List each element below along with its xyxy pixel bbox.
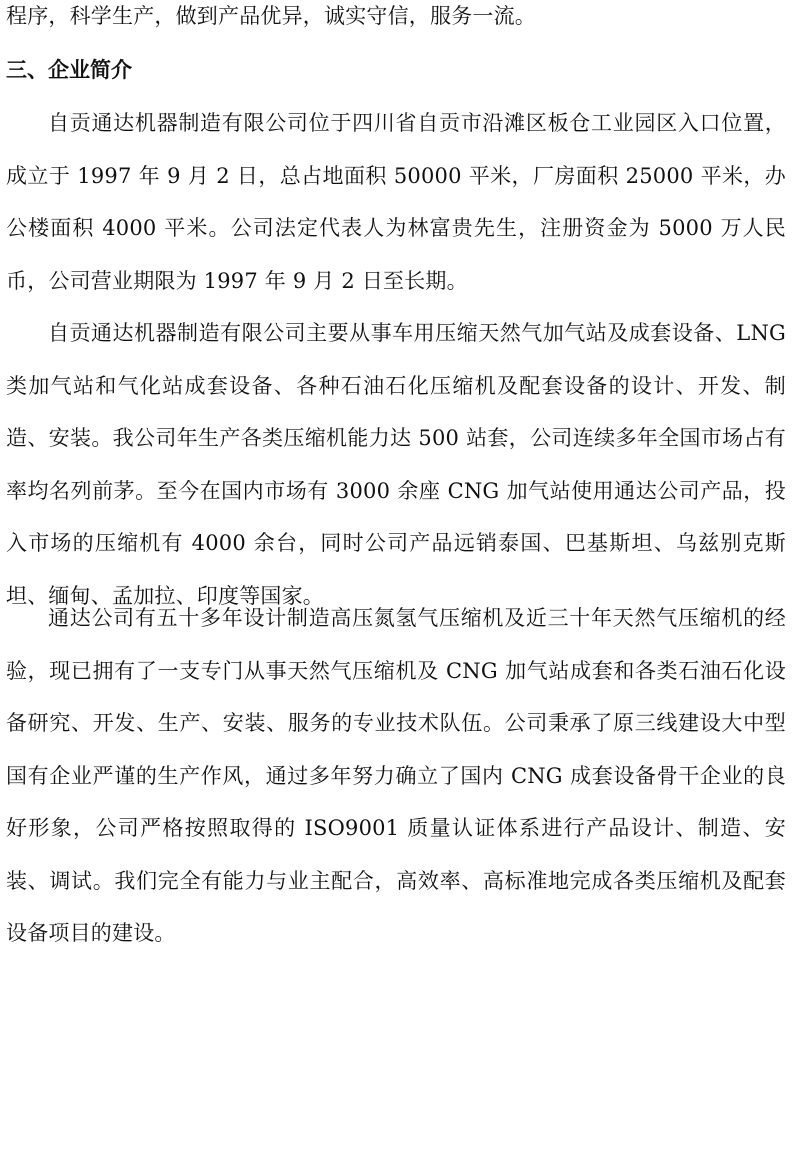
paragraph-business-scope: 自贡通达机器制造有限公司主要从事车用压缩天然气加气站及成套设备、LNG 类加气站和气化站成套设备、各种石油石化压缩机及配套设备的设计、开发、制造、安装。我公司年生产各类压缩机能力达 500 站套，公司连续多年全国市场占有率均名列前茅。至今在国内市场有 3000 余座 CNG 加气站使用通达公司产品，投入市场的压缩机有 4000 余台，同时公司产品远销泰国、巴基斯坦、乌兹别克斯坦、缅甸、孟加拉、印度等国家。	[6, 321, 786, 608]
section-heading: 三、企业简介	[6, 58, 132, 82]
paragraph-experience: 通达公司有五十多年设计制造高压氮氢气压缩机及近三十年天然气压缩机的经验，现已拥有了一支专门从事天然气压缩机及 CNG 加气站成套和各类石油石化设备研究、开发、生产、安装、服务的专业技术队伍。公司秉承了原三线建设大中型国有企业严谨的生产作风，通过多年努力确立了国内 CNG 成套设备骨干企业的良好形象，公司严格按照取得的 ISO9001 质量认证体系进行产品设计、制造、安装、调试。我们完全有能力与业主配合，高效率、高标准地完成各类压缩机及配套设备项目的建设。	[6, 606, 786, 945]
paragraph-company-location: 自贡通达机器制造有限公司位于四川省自贡市沿滩区板仓工业园区入口位置，成立于 1997 年 9 月 2 日，总占地面积 50000 平米，厂房面积 25000 平米，办公楼面积 4000 平米。公司法定代表人为林富贵先生，注册资金为 5000 万人民币，公司营业期限为 1997 年 9 月 2 日至长期。	[6, 111, 786, 293]
continued-paragraph: 程序，科学生产，做到产品优异，诚实守信，服务一流。	[6, 4, 536, 28]
